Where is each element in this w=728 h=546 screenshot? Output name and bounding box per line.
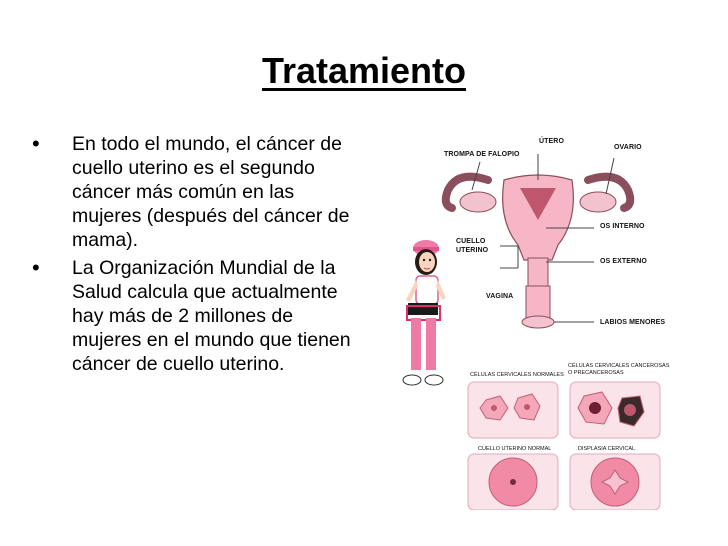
bullet-item: • En todo el mundo, el cáncer de cuello uterino es el segundo cáncer más común en las mujeres (después del cáncer de mama). [32, 131, 350, 251]
label-normales: CÉLULAS CERVICALES NORMALES [470, 372, 564, 378]
bullet-item: • La Organización Mundial de la Salud calcula que actualmente hay más de 2 millones de mujeres en el mundo que tienen cáncer de cuello uterino. [32, 255, 351, 375]
label-trompa: TROMPA DE FALOPIO [444, 151, 520, 158]
bullet-dot-icon: • [32, 131, 40, 156]
bullet-dot-icon: • [32, 255, 40, 280]
label-vagina: VAGINA [486, 293, 514, 300]
label-ovario: OVARIO [614, 144, 642, 151]
slide-title: Tratamiento [261, 50, 467, 91]
label-os-interno: OS INTERNO [600, 223, 645, 230]
label-cancerosas: CÉLULAS CERVICALES CANCEROSAS O PRECANCEROSAS [568, 363, 670, 376]
label-utero: ÚTERO [539, 138, 564, 145]
bullet-list [28, 132, 358, 380]
label-os-externo: OS EXTERNO [600, 258, 647, 265]
label-cuello: CUELLO UTERINO [456, 238, 489, 254]
label-displasia: DISPLASIA CERVICAL [578, 446, 636, 452]
label-cuello-normal: CUELLO UTERINO NORMAL [478, 446, 552, 452]
label-labios: LABIOS MENORES [600, 319, 666, 326]
cell-panels [464, 378, 664, 510]
